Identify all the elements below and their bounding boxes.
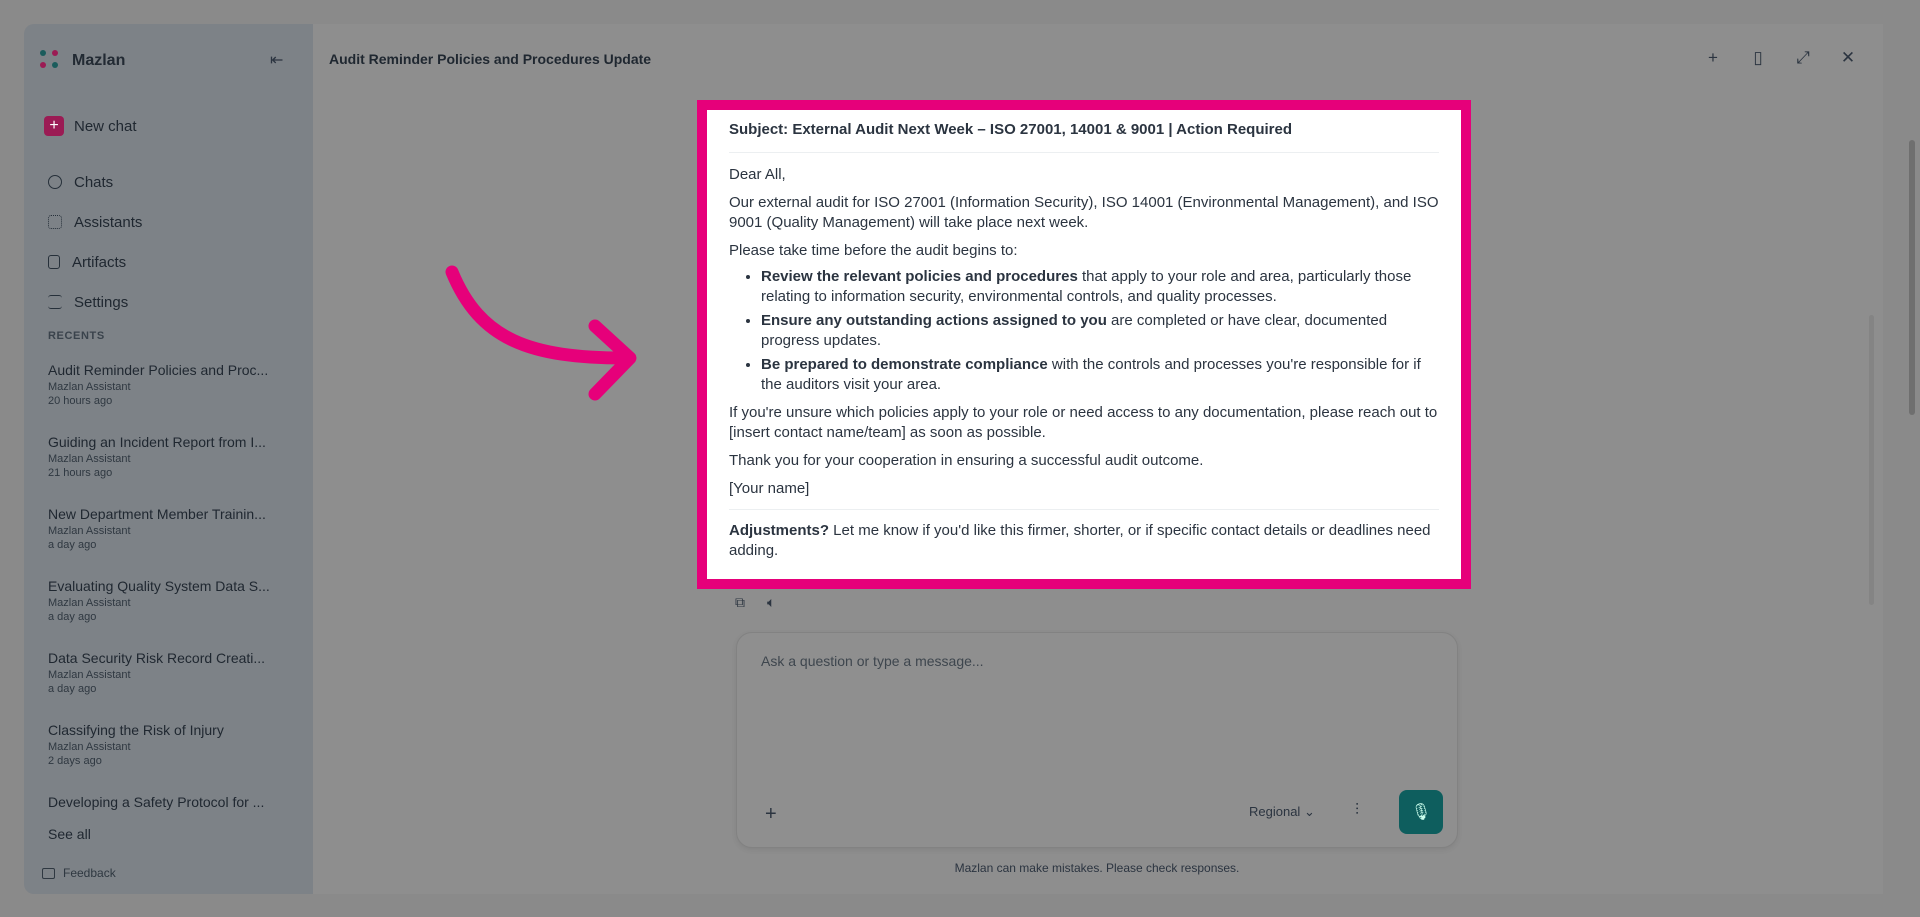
sidebar-nav [48,162,142,322]
speaker-icon[interactable]: 🔈︎ [767,594,776,610]
sidebar-item-label: Chats [74,173,114,191]
see-all-link[interactable]: See all [48,826,91,842]
region-label: Regional [1249,804,1301,819]
recent-time: 20 hours ago [48,395,113,407]
recent-assistant: Mazlan Assistant [48,453,131,465]
recent-title: Data Security Risk Record Creati... [48,650,266,666]
recent-item[interactable] [48,722,278,794]
sidebar-item-assistants[interactable] [48,202,142,242]
email-intro: Our external audit for ISO 27001 (Information Security), ISO 14001 (Environmental Management), and ISO 9001 (Quality Management) will take place next week. [729,194,1439,231]
recents-heading: RECENTS [48,330,105,342]
recent-assistant: Mazlan Assistant [48,597,131,609]
bullet-text: are completed or have clear, documented progress updates. [761,312,1388,349]
highlighted-message [697,100,1471,589]
message-actions [735,594,783,610]
recent-item[interactable] [48,362,278,434]
email-bullets [729,267,1439,395]
recent-title: Guiding an Incident Report from I... [48,434,266,450]
chevron-down-icon: ⌄ [1303,804,1315,819]
scrollbar[interactable] [1869,315,1874,605]
document-icon[interactable]: ▯ [1753,48,1763,67]
app-name: Mazlan [72,52,126,69]
recent-time: a day ago [48,539,97,551]
recent-item[interactable] [48,578,278,650]
recents-list [48,362,278,824]
logo-dots-icon [40,50,62,72]
plus-icon: + [44,116,64,136]
email-contact: If you're unsure which policies apply to your role or need access to any documentation, please reach out to [insert contact name/team] as soon as possible. [729,404,1438,441]
recent-time: 2 days ago [48,755,102,767]
recent-item[interactable] [48,794,278,824]
recent-assistant: Mazlan Assistant [48,669,131,681]
recent-title: Evaluating Quality System Data S... [48,578,270,594]
copy-icon[interactable]: ⧉ [735,594,745,610]
microphone-icon: 🎙︎ [1410,804,1432,821]
list-item [761,311,1439,351]
message-input[interactable]: Ask a question or type a message... [761,653,984,669]
chat-icon [48,175,62,189]
microphone-button[interactable] [1399,790,1443,834]
email-subject: Subject: External Audit Next Week – ISO 27001, 14001 & 9001 | Action Required [729,120,1439,153]
email-greeting: Dear All, [729,166,786,183]
adjust-bold: Adjustments? [729,522,830,539]
collapse-sidebar-icon[interactable]: ⇤ [270,52,284,69]
sidebar-item-label: Assistants [74,213,143,231]
feedback-label: Feedback [63,866,116,880]
plus-icon[interactable]: + [1708,48,1718,67]
recent-title: New Department Member Trainin... [48,506,266,522]
message-composer[interactable] [736,632,1458,848]
recent-time: a day ago [48,683,97,695]
new-chat-label: New chat [74,117,137,135]
region-select[interactable] [1249,804,1315,820]
email-thanks: Thank you for your cooperation in ensuring a successful audit outcome. [729,452,1204,469]
list-item [761,267,1439,307]
sidebar-item-artifacts[interactable] [48,242,142,282]
sidebar-item-label: Settings [74,293,129,311]
email-signature: [Your name] [729,480,810,497]
sidebar-item-settings[interactable] [48,282,142,322]
pointer-arrow-icon [440,260,650,410]
bullet-bold: Review the relevant policies and procedures [761,268,1078,285]
email-draft [715,110,1453,579]
bullet-text: with the controls and processes you're responsible for if the auditors visit your area. [761,356,1421,393]
sidebar-item-label: Artifacts [72,253,127,271]
new-chat-button[interactable] [44,116,137,136]
waveform-icon[interactable]: ⫶ [1355,802,1360,819]
adjust-text: Let me know if you'd like this firmer, shorter, or if specific contact details or deadlines need adding. [729,522,1431,559]
page-title: Audit Reminder Policies and Procedures Update [329,51,652,67]
bullet-bold: Ensure any outstanding actions assigned to you [761,312,1107,329]
app-logo[interactable] [40,50,125,72]
expand-icon[interactable]: ⤢ [1796,48,1810,67]
close-icon[interactable]: ✕ [1840,48,1856,67]
sliders-icon [48,295,62,309]
recent-title: Developing a Safety Protocol for ... [48,794,265,810]
adjustments-note [729,509,1439,561]
header-actions [1703,48,1858,68]
grid-icon [48,215,62,229]
document-icon [48,255,60,269]
recent-item[interactable] [48,506,278,578]
sidebar-item-chats[interactable] [48,162,142,202]
bullet-bold: Be prepared to demonstrate compliance [761,356,1048,373]
recent-title: Audit Reminder Policies and Proc... [48,362,269,378]
recent-assistant: Mazlan Assistant [48,525,131,537]
recent-time: a day ago [48,611,97,623]
email-lead: Please take time before the audit begins to: [729,242,1018,259]
recent-assistant: Mazlan Assistant [48,741,131,753]
disclaimer-text: Mazlan can make mistakes. Please check responses. [954,861,1240,875]
recent-title: Classifying the Risk of Injury [48,722,224,738]
scrollbar[interactable] [1909,140,1915,415]
recent-time: 21 hours ago [48,467,113,479]
bullet-text: that apply to your role and area, particularly those relating to information security, environmental controls, and quality processes. [761,268,1412,305]
recent-assistant: Mazlan Assistant [48,381,131,393]
list-item [761,355,1439,395]
attach-plus-icon[interactable]: + [765,803,777,825]
recent-item[interactable] [48,650,278,722]
recent-item[interactable] [48,434,278,506]
